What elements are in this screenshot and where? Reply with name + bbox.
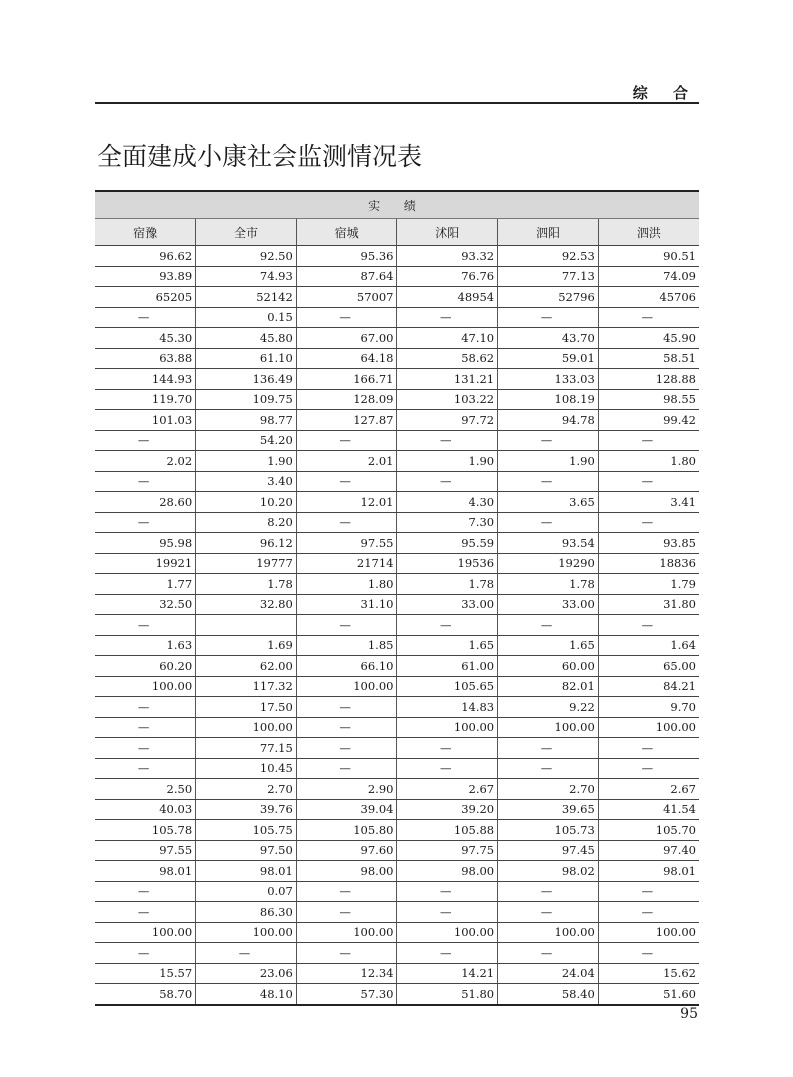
table-cell: 99.42 (598, 410, 699, 431)
table-cell: — (397, 758, 498, 779)
table-cell: — (598, 307, 699, 328)
table-row (95, 881, 699, 902)
page-title: 全面建成小康社会监测情况表 (97, 142, 423, 171)
table-cell: 28.60 (95, 492, 196, 513)
table-cell: 65205 (95, 287, 196, 308)
table-row (95, 451, 699, 472)
table-cell: 97.55 (95, 840, 196, 861)
table-cell: 45706 (598, 287, 699, 308)
column-header: 宿豫 (95, 219, 196, 246)
table-cell: 2.67 (598, 779, 699, 800)
table-cell: 32.80 (196, 594, 297, 615)
table-cell: 48954 (397, 287, 498, 308)
table-cell: 1.64 (598, 635, 699, 656)
table-cell: — (598, 615, 699, 636)
table-cell: 64.18 (296, 348, 397, 369)
table-row (95, 984, 699, 1005)
table-cell: 1.80 (296, 574, 397, 595)
column-header: 泗阳 (498, 219, 599, 246)
table-cell: — (95, 902, 196, 923)
table-row (95, 943, 699, 964)
table-cell: — (95, 512, 196, 533)
table-cell: 96.62 (95, 246, 196, 267)
table-cell: 66.10 (296, 656, 397, 677)
table-cell: — (296, 902, 397, 923)
table-cell: — (296, 307, 397, 328)
table-cell: 94.78 (498, 410, 599, 431)
table-cell: 97.75 (397, 840, 498, 861)
table-cell: 1.85 (296, 635, 397, 656)
table-cell: — (95, 615, 196, 636)
table-cell: 101.03 (95, 410, 196, 431)
table-cell: 98.00 (296, 861, 397, 882)
table-cell: 3.41 (598, 492, 699, 513)
table-cell: 2.90 (296, 779, 397, 800)
table-row (95, 922, 699, 943)
header-rule (95, 102, 699, 104)
table-row (95, 820, 699, 841)
table-cell: 10.20 (196, 492, 297, 513)
table-cell: 57007 (296, 287, 397, 308)
table-cell: — (397, 738, 498, 759)
table-cell: 100.00 (397, 922, 498, 943)
table-row (95, 676, 699, 697)
table-cell: 100.00 (598, 922, 699, 943)
table-row (95, 697, 699, 718)
table-row (95, 902, 699, 923)
table-cell: 12.34 (296, 963, 397, 984)
table-row (95, 287, 699, 308)
table-cell: 52142 (196, 287, 297, 308)
table-cell: 61.10 (196, 348, 297, 369)
table-cell: — (95, 881, 196, 902)
table-cell: — (397, 471, 498, 492)
table-cell: 100.00 (196, 922, 297, 943)
table-cell: 31.10 (296, 594, 397, 615)
table-cell: 98.01 (196, 861, 297, 882)
table-cell: 100.00 (95, 922, 196, 943)
table-cell: 98.02 (498, 861, 599, 882)
table-cell: 59.01 (498, 348, 599, 369)
table-row (95, 512, 699, 533)
table-cell: 31.80 (598, 594, 699, 615)
table-cell: — (95, 717, 196, 738)
table-cell: — (498, 430, 599, 451)
table-cell: 21714 (296, 553, 397, 574)
table-cell: — (598, 738, 699, 759)
table-row (95, 738, 699, 759)
table-cell: 77.13 (498, 266, 599, 287)
column-header-row (95, 219, 699, 246)
table-cell: 23.06 (196, 963, 297, 984)
table-cell: 32.50 (95, 594, 196, 615)
table-cell: 15.57 (95, 963, 196, 984)
table-row (95, 389, 699, 410)
table-cell: 17.50 (196, 697, 297, 718)
table-cell: 58.40 (498, 984, 599, 1005)
table-cell: 45.30 (95, 328, 196, 349)
table-cell: 24.04 (498, 963, 599, 984)
table-cell: 10.45 (196, 758, 297, 779)
table-cell: 105.80 (296, 820, 397, 841)
table-cell: 144.93 (95, 369, 196, 390)
table-cell: — (498, 738, 599, 759)
table-cell: 97.50 (196, 840, 297, 861)
table-cell: — (498, 471, 599, 492)
table-cell: — (598, 430, 699, 451)
table-cell: 97.40 (598, 840, 699, 861)
table-cell: 105.78 (95, 820, 196, 841)
table-row (95, 369, 699, 390)
table-cell: 14.83 (397, 697, 498, 718)
table-cell: — (296, 430, 397, 451)
table-cell: — (296, 697, 397, 718)
table-cell: 12.01 (296, 492, 397, 513)
table-cell: 92.53 (498, 246, 599, 267)
table-cell: 105.73 (498, 820, 599, 841)
monitoring-table-container (95, 190, 699, 1006)
table-cell: 100.00 (598, 717, 699, 738)
table-cell: 3.65 (498, 492, 599, 513)
table-cell: — (397, 615, 498, 636)
table-cell: 84.21 (598, 676, 699, 697)
table-cell: 77.15 (196, 738, 297, 759)
section-label: 综 合 (632, 84, 698, 102)
table-cell: 2.67 (397, 779, 498, 800)
table-row (95, 963, 699, 984)
table-cell: — (397, 307, 498, 328)
table-row (95, 861, 699, 882)
table-cell: — (95, 430, 196, 451)
table-cell: 97.45 (498, 840, 599, 861)
table-cell: 82.01 (498, 676, 599, 697)
table-cell: 1.79 (598, 574, 699, 595)
table-cell: 33.00 (498, 594, 599, 615)
table-row (95, 533, 699, 554)
table-cell: 133.03 (498, 369, 599, 390)
table-row (95, 348, 699, 369)
table-cell: 52796 (498, 287, 599, 308)
table-cell: 7.30 (397, 512, 498, 533)
table-cell: 105.75 (196, 820, 297, 841)
table-cell: — (296, 717, 397, 738)
table-cell: — (498, 943, 599, 964)
table-cell: 95.36 (296, 246, 397, 267)
table-cell: — (95, 943, 196, 964)
table-cell: 100.00 (296, 676, 397, 697)
table-cell: 1.78 (397, 574, 498, 595)
table-cell: 100.00 (498, 922, 599, 943)
table-cell: 3.40 (196, 471, 297, 492)
table-cell: 127.87 (296, 410, 397, 431)
table-cell: 96.12 (196, 533, 297, 554)
table-cell: 87.64 (296, 266, 397, 287)
table-cell: 1.63 (95, 635, 196, 656)
table-cell: 105.88 (397, 820, 498, 841)
table-row (95, 779, 699, 800)
table-cell: — (95, 758, 196, 779)
group-header-actual: 实 绩 (95, 191, 699, 219)
table-cell: 105.70 (598, 820, 699, 841)
table-cell: 2.50 (95, 779, 196, 800)
table-cell: — (296, 615, 397, 636)
table-cell: 136.49 (196, 369, 297, 390)
table-row (95, 492, 699, 513)
monitoring-table (95, 190, 699, 1006)
table-cell: 60.00 (498, 656, 599, 677)
table-cell: 4.30 (397, 492, 498, 513)
column-header: 全市 (196, 219, 297, 246)
table-cell: 117.32 (196, 676, 297, 697)
table-cell: — (598, 471, 699, 492)
table-row (95, 840, 699, 861)
table-cell: 9.70 (598, 697, 699, 718)
table-cell: 51.80 (397, 984, 498, 1005)
table-cell: — (95, 307, 196, 328)
table-cell: 39.76 (196, 799, 297, 820)
table-cell: — (397, 881, 498, 902)
column-header: 沭阳 (397, 219, 498, 246)
table-cell: 1.78 (196, 574, 297, 595)
table-cell: 19536 (397, 553, 498, 574)
table-cell: 166.71 (296, 369, 397, 390)
table-cell: 109.75 (196, 389, 297, 410)
table-cell: 97.55 (296, 533, 397, 554)
table-cell: 43.70 (498, 328, 599, 349)
table-cell: — (498, 881, 599, 902)
table-cell: 9.22 (498, 697, 599, 718)
table-cell: 0.15 (196, 307, 297, 328)
table-cell: 1.78 (498, 574, 599, 595)
table-cell: 1.90 (196, 451, 297, 472)
table-row (95, 246, 699, 267)
table-row (95, 635, 699, 656)
table-cell: 48.10 (196, 984, 297, 1005)
table-cell: — (397, 943, 498, 964)
table-cell: 105.65 (397, 676, 498, 697)
table-cell: 14.21 (397, 963, 498, 984)
table-cell: 98.01 (95, 861, 196, 882)
table-cell: 54.20 (196, 430, 297, 451)
table-cell: 93.32 (397, 246, 498, 267)
table-cell: 58.70 (95, 984, 196, 1005)
table-cell: 2.01 (296, 451, 397, 472)
table-cell: — (598, 512, 699, 533)
table-cell: 98.00 (397, 861, 498, 882)
table-cell: 86.30 (196, 902, 297, 923)
table-cell: 61.00 (397, 656, 498, 677)
table-cell: 97.72 (397, 410, 498, 431)
table-cell: — (498, 512, 599, 533)
column-header: 宿城 (296, 219, 397, 246)
table-cell: — (498, 615, 599, 636)
table-cell: 41.54 (598, 799, 699, 820)
table-cell: 2.70 (498, 779, 599, 800)
table-body (95, 246, 699, 1005)
table-cell: 1.90 (498, 451, 599, 472)
table-cell: 74.09 (598, 266, 699, 287)
table-row (95, 799, 699, 820)
table-row (95, 574, 699, 595)
table-row (95, 266, 699, 287)
table-cell: 100.00 (296, 922, 397, 943)
column-header: 泗洪 (598, 219, 699, 246)
table-cell: 0.07 (196, 881, 297, 902)
table-cell: 1.65 (498, 635, 599, 656)
table-row (95, 307, 699, 328)
table-cell: 18836 (598, 553, 699, 574)
table-cell: 93.89 (95, 266, 196, 287)
table-cell: 58.62 (397, 348, 498, 369)
table-cell: 2.70 (196, 779, 297, 800)
table-cell: 8.20 (196, 512, 297, 533)
table-cell (196, 615, 297, 636)
table-row (95, 430, 699, 451)
table-cell: 1.77 (95, 574, 196, 595)
table-cell: 33.00 (397, 594, 498, 615)
table-cell: — (196, 943, 297, 964)
table-row (95, 594, 699, 615)
table-row (95, 328, 699, 349)
table-cell: 95.98 (95, 533, 196, 554)
table-cell: 1.65 (397, 635, 498, 656)
table-cell: 39.20 (397, 799, 498, 820)
table-cell: 74.93 (196, 266, 297, 287)
table-cell: 97.60 (296, 840, 397, 861)
table-cell: 67.00 (296, 328, 397, 349)
table-cell: 45.80 (196, 328, 297, 349)
table-row (95, 471, 699, 492)
table-cell: — (296, 738, 397, 759)
table-cell: 19777 (196, 553, 297, 574)
table-cell: 39.65 (498, 799, 599, 820)
table-cell: 108.19 (498, 389, 599, 410)
table-cell: — (397, 430, 498, 451)
table-row (95, 717, 699, 738)
table-cell: 93.54 (498, 533, 599, 554)
table-cell: 19921 (95, 553, 196, 574)
table-cell: — (598, 902, 699, 923)
table-cell: 62.00 (196, 656, 297, 677)
table-cell: — (598, 943, 699, 964)
table-cell: 1.69 (196, 635, 297, 656)
table-row (95, 410, 699, 431)
table-cell: 98.77 (196, 410, 297, 431)
table-cell: — (498, 758, 599, 779)
table-cell: — (296, 471, 397, 492)
table-cell: 100.00 (498, 717, 599, 738)
table-cell: 100.00 (397, 717, 498, 738)
table-cell: 90.51 (598, 246, 699, 267)
table-cell: 103.22 (397, 389, 498, 410)
table-cell: 93.85 (598, 533, 699, 554)
table-cell: 131.21 (397, 369, 498, 390)
table-cell: 39.04 (296, 799, 397, 820)
table-cell: 1.90 (397, 451, 498, 472)
table-cell: 95.59 (397, 533, 498, 554)
table-cell: 60.20 (95, 656, 196, 677)
table-cell: 92.50 (196, 246, 297, 267)
table-row (95, 758, 699, 779)
group-header-row (95, 191, 699, 219)
table-cell: 47.10 (397, 328, 498, 349)
table-cell: — (498, 307, 599, 328)
table-cell: 98.01 (598, 861, 699, 882)
table-cell: — (498, 902, 599, 923)
table-cell: 65.00 (598, 656, 699, 677)
table-cell: 2.02 (95, 451, 196, 472)
table-cell: — (95, 471, 196, 492)
table-row (95, 553, 699, 574)
table-cell: 57.30 (296, 984, 397, 1005)
table-cell: — (296, 512, 397, 533)
table-cell: 19290 (498, 553, 599, 574)
table-row (95, 615, 699, 636)
table-cell: — (296, 881, 397, 902)
table-cell: 40.03 (95, 799, 196, 820)
table-cell: 15.62 (598, 963, 699, 984)
table-cell: — (296, 758, 397, 779)
table-cell: 98.55 (598, 389, 699, 410)
table-cell: 76.76 (397, 266, 498, 287)
table-cell: — (296, 943, 397, 964)
table-cell: — (95, 697, 196, 718)
table-cell: 58.51 (598, 348, 699, 369)
table-cell: 119.70 (95, 389, 196, 410)
table-cell: 51.60 (598, 984, 699, 1005)
table-cell: 45.90 (598, 328, 699, 349)
table-cell: — (95, 738, 196, 759)
table-cell: — (598, 881, 699, 902)
page-number: 95 (680, 1006, 698, 1022)
table-row (95, 656, 699, 677)
table-cell: 1.80 (598, 451, 699, 472)
table-cell: 100.00 (95, 676, 196, 697)
table-cell: 128.88 (598, 369, 699, 390)
table-cell: 63.88 (95, 348, 196, 369)
table-cell: — (397, 902, 498, 923)
table-cell: — (598, 758, 699, 779)
table-cell: 100.00 (196, 717, 297, 738)
table-cell: 128.09 (296, 389, 397, 410)
